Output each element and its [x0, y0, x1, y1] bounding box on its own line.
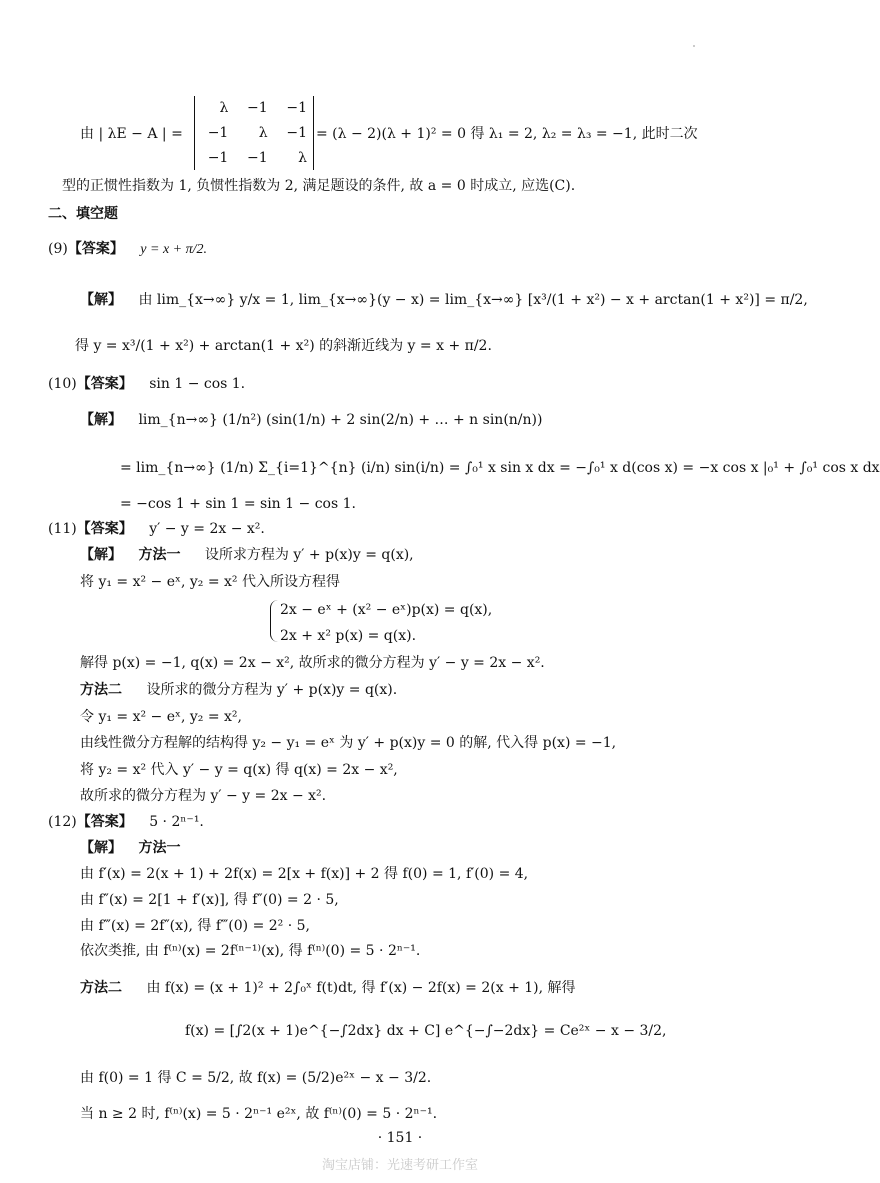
answer-label: 【答案】 — [76, 814, 133, 830]
matrix-cell: −1 — [207, 149, 229, 166]
solution-label: 【解】 — [80, 292, 122, 308]
solution-label: 【解】 — [80, 840, 122, 856]
question-number: (11) — [48, 521, 77, 537]
q10-solution-3: = −cos 1 + sin 1 = sin 1 − cos 1. — [120, 496, 356, 512]
q12-step-1: 由 f′(x) = 2(x + 1) + 2f(x) = 2[x + f(x)] + 2 得 f(0) = 1, f′(0) = 4, — [80, 866, 529, 882]
question-number: (12) — [48, 814, 77, 830]
eigen-equation-result: = (λ − 2)(λ + 1)² = 0 得 λ₁ = 2, λ₂ = λ₃ = −1, 此时二次 — [316, 126, 698, 142]
q11-step-2: 将 y₁ = x² − eˣ, y₂ = x² 代入所设方程得 — [80, 574, 340, 590]
matrix-cell: λ — [219, 100, 229, 117]
answer-label: 【答案】 — [76, 521, 133, 537]
matrix-cell: −1 — [247, 100, 268, 117]
eigen-equation-lead: 由 | λE − A | = — [80, 126, 183, 142]
q12-step-3: 由 f‴(x) = 2f″(x), 得 f‴(0) = 2² · 5, — [80, 918, 311, 934]
matrix-cell: λ — [298, 149, 307, 166]
question-number: (9) — [48, 241, 68, 257]
q11-answer: y′ − y = 2x − x². — [149, 521, 265, 537]
matrix-cell: −1 — [207, 124, 229, 141]
watermark: 淘宝店铺：光速考研工作室 — [321, 1158, 478, 1173]
scan-speck — [693, 45, 695, 47]
q12-step-4: 依次类推, 由 f⁽ⁿ⁾(x) = 2f⁽ⁿ⁻¹⁾(x), 得 f⁽ⁿ⁾(0) = 5 · 2ⁿ⁻¹. — [80, 943, 421, 959]
q10-solution-1 — [80, 410, 542, 430]
q11-step-5: 令 y₁ = x² − eˣ, y₂ = x², — [80, 709, 242, 725]
q10-solution-2: = lim_{n→∞} (1/n) Σ_{i=1}^{n} (i/n) sin(i/n) = ∫₀¹ x sin x dx = −∫₀¹ x d(cos x) = −x cos x |₀¹ + ∫₀¹ cos x dx — [120, 460, 880, 476]
matrix-cell: −1 — [286, 124, 307, 141]
q10-answer: sin 1 − cos 1. — [149, 376, 246, 392]
matrix-determinant — [194, 96, 314, 170]
q11-step-6: 由线性微分方程解的结构得 y₂ − y₁ = eˣ 为 y′ + p(x)y = 0 的解, 代入得 p(x) = −1, — [80, 735, 617, 751]
answer-label: 【答案】 — [67, 241, 124, 257]
conclusion-text: 型的正惯性指数为 1, 负惯性指数为 2, 满足题设的条件, 故 a = 0 时成立, 应选(C). — [62, 178, 576, 194]
method-label: 方法一 — [138, 840, 181, 856]
matrix-cell: −1 — [247, 149, 268, 166]
q12-step-5: 由 f(0) = 1 得 C = 5/2, 故 f(x) = (5/2)e²ˣ − x − 3/2. — [80, 1070, 432, 1086]
solution-label: 【解】 — [80, 412, 122, 428]
q11-method-2-text: 设所求的微分方程为 y′ + p(x)y = q(x). — [146, 682, 398, 698]
q11-method-1 — [80, 545, 414, 565]
section-heading: 二、填空题 — [48, 206, 118, 222]
page-number: · 151 · — [377, 1130, 423, 1146]
question-number: (10) — [48, 376, 77, 392]
q9-solution-2: 得 y = x³/(1 + x²) + arctan(1 + x²) 的斜渐近线为 y = x + π/2. — [75, 338, 492, 354]
q11-method-1-text: 设所求方程为 y′ + p(x)y = q(x), — [204, 547, 414, 563]
answer-label: 【答案】 — [76, 376, 133, 392]
matrix-cell: λ — [258, 124, 268, 141]
q9-solution-1 — [80, 290, 808, 310]
q9-answer: y = x + π/2. — [140, 242, 208, 257]
q11-step-3: 解得 p(x) = −1, q(x) = 2x − x², 故所求的微分方程为 y′ − y = 2x − x². — [80, 655, 545, 671]
q9-solution-text-1: 由 lim_{x→∞} y/x = 1, lim_{x→∞}(y − x) = lim_{x→∞} [x³/(1 + x²) − x + arctan(1 + x²)] = π/2, — [138, 292, 808, 308]
q11-header — [48, 519, 265, 539]
q12-method-1 — [80, 838, 180, 858]
matrix-cell: −1 — [286, 100, 307, 117]
method-label: 方法二 — [80, 980, 122, 996]
solution-label: 【解】 — [80, 547, 122, 563]
q12-general-solution: f(x) = [∫2(x + 1)e^{−∫2dx} dx + C] e^{−∫−2dx} = Ce²ˣ − x − 3/2, — [185, 1023, 667, 1039]
q12-step-2: 由 f″(x) = 2[1 + f′(x)], 得 f″(0) = 2 · 5, — [80, 892, 339, 908]
q10-solution-text-1: lim_{n→∞} (1/n²) (sin(1/n) + 2 sin(2/n) + … + n sin(n/n)) — [138, 412, 543, 428]
q10-header — [48, 374, 245, 394]
q12-step-6: 当 n ≥ 2 时, f⁽ⁿ⁾(x) = 5 · 2ⁿ⁻¹ e²ˣ, 故 f⁽ⁿ⁾(0) = 5 · 2ⁿ⁻¹. — [80, 1106, 438, 1122]
q12-method-2-text: 由 f(x) = (x + 1)² + 2∫₀ˣ f(t)dt, 得 f′(x) − 2f(x) = 2(x + 1), 解得 — [146, 980, 576, 996]
q11-step-8: 故所求的微分方程为 y′ − y = 2x − x². — [80, 788, 327, 804]
equation-system-brace — [270, 600, 279, 642]
q11-equation-2: 2x + x² p(x) = q(x). — [280, 628, 417, 644]
method-label: 方法二 — [80, 682, 122, 698]
q11-method-2 — [80, 680, 397, 700]
method-label: 方法一 — [138, 547, 181, 563]
q11-step-7: 将 y₂ = x² 代入 y′ − y = q(x) 得 q(x) = 2x − x², — [80, 762, 398, 778]
q12-answer: 5 · 2ⁿ⁻¹. — [149, 814, 204, 830]
q11-equation-1: 2x − eˣ + (x² − eˣ)p(x) = q(x), — [280, 602, 493, 618]
q9-header — [48, 239, 207, 260]
q12-method-2 — [80, 978, 576, 998]
q12-header — [48, 812, 204, 832]
